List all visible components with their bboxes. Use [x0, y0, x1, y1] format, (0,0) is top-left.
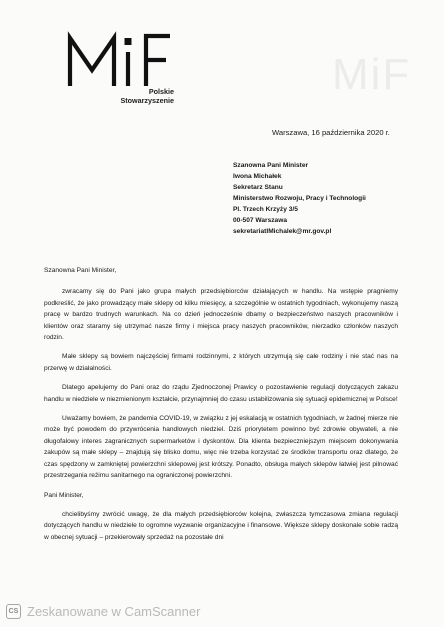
- addressee-line: 00-507 Warszawa: [233, 217, 288, 224]
- logo-line1: Polskie: [148, 87, 174, 96]
- salutation: Szanowna Pani Minister,: [44, 267, 117, 274]
- addressee-line: Iwona Michałek: [233, 173, 282, 180]
- logo-line2: Stowarzyszenie: [120, 95, 174, 105]
- paragraph-1: zwracamy się do Pani jako grupa małych przedsiębiorców działających w handlu. Na wstępie pragniemy podkreślić, że jako prowadzący małe sklepy od kilku miesięcy, a szczególnie w ostatnich tygodniach, wykonujemy naszą pracę w bardzo trudnych warunkach. Na co dzień jednocześnie dbamy o bezpieczeństwo naszych pracowników i klientów oraz staramy się utrzymać nasze firmy i miejsca pracy naszych pracowników, nierzadko członków naszych rodzin.: [44, 288, 398, 342]
- paragraph-5: chcielibyśmy zwrócić uwagę, że dla małych przedsiębiorców kolejna, zwłaszcza tymczasowa zmiana regulacji dotyczących handlu w niedziele to ogromne wyzwanie organizacyjne i finansowe. Większe sklepy doskonale sobie radzą w obecnej sytuacji – przekierowały sprzedaż na pozostałe dni: [44, 510, 398, 541]
- camscanner-logo-icon: CS: [6, 604, 21, 619]
- letter-body: [44, 265, 398, 543]
- addressee-line: Szanowna Pani Minister: [233, 162, 309, 169]
- addressee-line: Pl. Trzech Krzyży 3/5: [233, 206, 298, 213]
- letter-date: Warszawa, 16 października 2020 r.: [272, 128, 390, 137]
- paragraph-4: Uważamy bowiem, że pandemia COVID-19, w związku z jej eskalacją w ostatnich tygodniach, w żadnej mierze nie może być powodem do przywrócenia handlowych niedziel. Dziś priorytetem powinno być zdrowie obywateli, a nie długofalowy interes zagranicznych supermarketów i dyskontów. Dla klienta bezpieczniejszym miejscem dokonywania zakupów są małe sklepy – znajdują się blisko domu, więc nie trzeba korzystać ze środków transportu oraz dlatego, że czas spędzony w zamkniętej powierzchni sklepowej jest krótszy. Ponadto, obsługa małych sklepów łatwiej jest pilnować przestrzegania reżimu sanitarnego na ograniczonej powierzchni.: [44, 415, 398, 480]
- paragraph-3: Dlatego apelujemy do Pani oraz do rządu Zjednoczonej Prawicy o pozostawienie regulacji dotyczących zakazu handlu w niedziele w niezmienionym kształcie, przynajmniej do czasu ustabilizowania się sytuacji epidemicznej w Polsce!: [44, 384, 398, 403]
- addressee-block: [233, 160, 366, 237]
- paragraph-2: Małe sklepy są bowiem najczęściej firmami rodzinnymi, z których utrzymują się całe rodziny i nie stać nas na przerwę w działalności.: [44, 353, 398, 372]
- addressee-line: Ministerstwo Rozwoju, Pracy i Technologii: [233, 195, 366, 202]
- watermark-ghost-logo: MiF: [332, 50, 412, 99]
- addressee-line: Sekretarz Stanu: [233, 184, 283, 191]
- camscanner-watermark: [6, 601, 200, 621]
- logo-caption: [84, 88, 174, 105]
- salutation-2: Pani Minister,: [44, 491, 84, 499]
- addressee-email: sekretariatIMichalek@mr.gov.pl: [233, 228, 332, 235]
- camscanner-text: Zeskanowane w CamScanner: [27, 603, 201, 619]
